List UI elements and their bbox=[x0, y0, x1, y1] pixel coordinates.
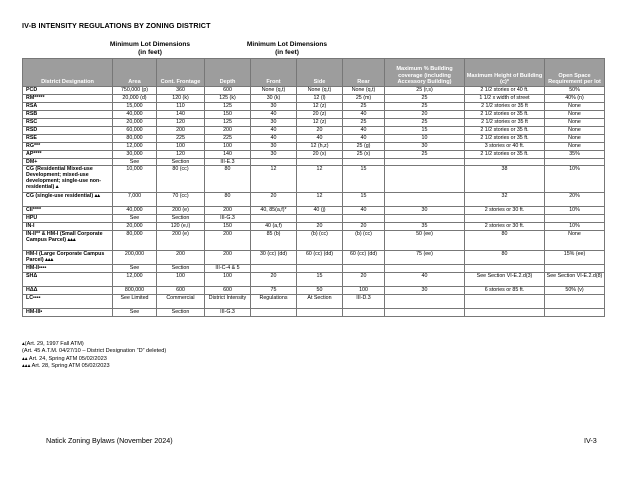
table-cell: 25 bbox=[385, 103, 465, 111]
footnote: ▴▴▴ Art. 28, Spring ATM 05/02/2023 bbox=[22, 362, 110, 369]
table-cell: 20,000 (d) bbox=[113, 95, 157, 103]
table-cell: See Section VI-E.2.d(3) bbox=[465, 273, 545, 287]
table-cell: 40 bbox=[251, 111, 297, 119]
table-cell: 150 bbox=[205, 223, 251, 231]
table-cell: 15 bbox=[385, 127, 465, 135]
district-designation-cell: HM-III• bbox=[23, 309, 113, 317]
table-cell: 40 bbox=[343, 111, 385, 119]
table-cell: 70 (cc) bbox=[157, 193, 205, 207]
table-cell: 80,000 bbox=[113, 231, 157, 251]
table-cell: 40,000 bbox=[113, 207, 157, 215]
table-cell: 20 bbox=[343, 223, 385, 231]
table-cell: 140 bbox=[205, 151, 251, 159]
table-cell: None (q,t) bbox=[251, 87, 297, 95]
table-cell: See bbox=[113, 309, 157, 317]
table-cell: 200 bbox=[205, 207, 251, 215]
table-cell: See bbox=[113, 159, 157, 166]
table-cell: 1 1/2 x width of street bbox=[465, 95, 545, 103]
district-designation-cell: HM-I (Large Corporate Campus Parcel) ▴▴▴ bbox=[23, 251, 113, 265]
column-header: Cont. Frontage bbox=[157, 59, 205, 87]
table-cell: District Intensity bbox=[205, 295, 251, 309]
table-cell: 150 bbox=[205, 111, 251, 119]
table-cell: 25 (x) bbox=[343, 151, 385, 159]
table-cell: None bbox=[545, 135, 605, 143]
table-row bbox=[23, 193, 605, 207]
column-header: Maximum Height of Building (c)* bbox=[465, 59, 545, 87]
table-cell: 12,000 bbox=[113, 273, 157, 287]
table-cell bbox=[385, 215, 465, 223]
table-cell: 2 1/2 stories or 35 ft. bbox=[465, 151, 545, 159]
district-designation-cell: RG*** bbox=[23, 143, 113, 151]
table-cell: 80 (cc) bbox=[157, 166, 205, 193]
table-cell: 25 (r,s) bbox=[385, 87, 465, 95]
district-designation-cell: HM-II•••• bbox=[23, 265, 113, 273]
table-cell bbox=[385, 193, 465, 207]
table-cell: 40 bbox=[297, 135, 343, 143]
table-cell: 2 1/2 stories or 35 ft bbox=[465, 103, 545, 111]
table-cell bbox=[297, 215, 343, 223]
district-designation-cell: CII**** bbox=[23, 207, 113, 215]
table-cell bbox=[545, 309, 605, 317]
table-row bbox=[23, 265, 605, 273]
table-cell: 100 bbox=[157, 273, 205, 287]
table-cell: 30 bbox=[251, 151, 297, 159]
table-row bbox=[23, 95, 605, 103]
table-cell: 80 bbox=[205, 166, 251, 193]
district-designation-cell: IN-I bbox=[23, 223, 113, 231]
table-cell: 40,000 bbox=[113, 111, 157, 119]
table-cell: 3 stories or 40 ft. bbox=[465, 143, 545, 151]
column-header: Maximum % Building coverage (including Accessory Building) bbox=[385, 59, 465, 87]
table-row bbox=[23, 151, 605, 159]
table-cell: 50% (v) bbox=[545, 287, 605, 295]
table-cell: 200 (e) bbox=[157, 207, 205, 215]
table-cell: 20,000 bbox=[113, 223, 157, 231]
table-cell: 140 bbox=[157, 111, 205, 119]
table-cell bbox=[385, 265, 465, 273]
table-row bbox=[23, 111, 605, 119]
table-cell: 100 bbox=[343, 287, 385, 295]
table-cell bbox=[251, 159, 297, 166]
table-cell bbox=[251, 309, 297, 317]
table-cell: 25 (g) bbox=[343, 143, 385, 151]
column-header: Front bbox=[251, 59, 297, 87]
table-cell: 20 bbox=[251, 273, 297, 287]
table-cell: 50% bbox=[545, 87, 605, 95]
table-cell: None bbox=[545, 143, 605, 151]
table-cell: 2 1/2 stories or 35 ft. bbox=[465, 135, 545, 143]
table-cell: 125 bbox=[205, 103, 251, 111]
table-cell: 360 bbox=[157, 87, 205, 95]
table-cell: See bbox=[113, 265, 157, 273]
column-header: Depth bbox=[205, 59, 251, 87]
table-cell: See Section VI-E.2.d(8) bbox=[545, 273, 605, 287]
table-cell: 40% (n) bbox=[545, 95, 605, 103]
table-cell: 40 bbox=[251, 135, 297, 143]
table-cell: III-G.3 bbox=[205, 215, 251, 223]
table-cell bbox=[343, 265, 385, 273]
district-designation-cell: PCD bbox=[23, 87, 113, 95]
table-row bbox=[23, 215, 605, 223]
table-cell bbox=[545, 295, 605, 309]
table-cell: 120 (k) bbox=[157, 95, 205, 103]
table-cell: 200,000 bbox=[113, 251, 157, 265]
table-cell: 30 (k) bbox=[251, 95, 297, 103]
table-row bbox=[23, 135, 605, 143]
table-cell bbox=[545, 215, 605, 223]
table-cell: Section bbox=[157, 215, 205, 223]
table-cell: None bbox=[545, 231, 605, 251]
table-cell bbox=[297, 159, 343, 166]
table-cell: 225 bbox=[205, 135, 251, 143]
table-cell: 600 bbox=[205, 87, 251, 95]
group-header-line1: Minimum Lot Dimensions bbox=[246, 41, 328, 48]
district-designation-cell: IN-II** & HM-I (Small Corporate Campus Parcel) ▴▴▴ bbox=[23, 231, 113, 251]
column-header: Rear bbox=[343, 59, 385, 87]
table-cell: Section bbox=[157, 159, 205, 166]
table-cell: 15 bbox=[297, 273, 343, 287]
table-cell: 10% bbox=[545, 223, 605, 231]
table-cell: None (q,t) bbox=[343, 87, 385, 95]
table-cell: 40 bbox=[385, 273, 465, 287]
table-cell: 125 (k) bbox=[205, 95, 251, 103]
table-cell: 30 bbox=[385, 287, 465, 295]
table-cell: 40 (j) bbox=[297, 207, 343, 215]
table-cell: 75 bbox=[251, 287, 297, 295]
table-cell bbox=[385, 295, 465, 309]
table-cell bbox=[297, 265, 343, 273]
column-header: Side bbox=[297, 59, 343, 87]
table-cell: 200 (e) bbox=[157, 231, 205, 251]
group-header-line2: (in feet) bbox=[138, 49, 162, 56]
footer-page-number: IV-3 bbox=[584, 436, 597, 445]
table-cell bbox=[385, 159, 465, 166]
footnotes bbox=[22, 341, 166, 370]
table-cell: (b) (cc) bbox=[297, 231, 343, 251]
table-cell: 2 1/2 stories or 40 ft. bbox=[465, 87, 545, 95]
table-cell: 30 (cc) (dd) bbox=[251, 251, 297, 265]
table-cell: 15 bbox=[343, 193, 385, 207]
footnote: (Art. 45 A.T.M. 04/27/10 – District Designation “D” deleted) bbox=[22, 348, 167, 355]
table-cell: 20 (z) bbox=[297, 111, 343, 119]
table-cell: 120 (e,i) bbox=[157, 223, 205, 231]
table-cell: 120 bbox=[157, 119, 205, 127]
table-cell: Section bbox=[157, 265, 205, 273]
table-row bbox=[23, 251, 605, 265]
table-cell: 25 (m) bbox=[343, 95, 385, 103]
table-cell: 600 bbox=[205, 287, 251, 295]
table-cell: None bbox=[545, 111, 605, 119]
table-cell: 125 bbox=[205, 119, 251, 127]
table-cell: Regulations bbox=[251, 295, 297, 309]
table-cell: 200 bbox=[205, 127, 251, 135]
table-cell: 60 (cc) (dd) bbox=[297, 251, 343, 265]
table-cell bbox=[385, 166, 465, 193]
group-header-setbacks bbox=[232, 41, 342, 57]
footer-document-title: Natick Zoning Bylaws (November 2024) bbox=[46, 436, 173, 445]
table-cell bbox=[465, 215, 545, 223]
table-cell: 20 (x) bbox=[297, 151, 343, 159]
table-cell: 110 bbox=[157, 103, 205, 111]
table-cell: 80 bbox=[465, 251, 545, 265]
table-cell bbox=[343, 159, 385, 166]
table-row bbox=[23, 166, 605, 193]
district-designation-cell: CG (single-use residential) ▴▴ bbox=[23, 193, 113, 207]
footnote: ▴▴ Art. 24, Spring ATM 05/02/2023 bbox=[22, 355, 107, 362]
table-cell: 12 (h,z) bbox=[297, 143, 343, 151]
table-cell bbox=[343, 309, 385, 317]
table-cell: 15,000 bbox=[113, 103, 157, 111]
table-cell: 12 bbox=[251, 166, 297, 193]
table-cell: 6 stories or 85 ft. bbox=[465, 287, 545, 295]
table-cell bbox=[545, 265, 605, 273]
table-cell: 750,000 (p) bbox=[113, 87, 157, 95]
table-row bbox=[23, 119, 605, 127]
table-cell: 200 bbox=[157, 127, 205, 135]
group-header-lot-dimensions bbox=[95, 41, 205, 57]
table-cell: (b) (cc) bbox=[343, 231, 385, 251]
table-cell: 40, 85(a,f)* bbox=[251, 207, 297, 215]
table-cell: 12 (z) bbox=[297, 103, 343, 111]
district-designation-cell: CG (Residential Mixed-use Development; mixed-use development; single-use non-residential) ▴ bbox=[23, 166, 113, 193]
table-cell: 80 bbox=[465, 231, 545, 251]
table-cell: At Section bbox=[297, 295, 343, 309]
group-header-line1: Minimum Lot Dimensions bbox=[109, 41, 191, 48]
table-cell: 80 bbox=[205, 193, 251, 207]
table-row bbox=[23, 287, 605, 295]
table-cell: 60,000 bbox=[113, 127, 157, 135]
page-title: IV-B INTENSITY REGULATIONS BY ZONING DISTRICT bbox=[22, 21, 211, 30]
table-cell: None bbox=[545, 127, 605, 135]
column-header: Area bbox=[113, 59, 157, 87]
table-cell bbox=[465, 159, 545, 166]
table-row bbox=[23, 87, 605, 95]
table-cell: Commercial bbox=[157, 295, 205, 309]
table-cell: 40 bbox=[343, 135, 385, 143]
table-cell: 30,000 bbox=[113, 151, 157, 159]
table-cell: 30 bbox=[385, 143, 465, 151]
table-cell: 600 bbox=[157, 287, 205, 295]
table-cell: 20% bbox=[545, 193, 605, 207]
table-cell: 100 bbox=[205, 143, 251, 151]
table-cell: 30 bbox=[251, 119, 297, 127]
district-designation-cell: HPU bbox=[23, 215, 113, 223]
table-row bbox=[23, 309, 605, 317]
table-cell: 100 bbox=[205, 273, 251, 287]
table-cell: 12 bbox=[297, 166, 343, 193]
district-designation-cell: AP**** bbox=[23, 151, 113, 159]
table-row bbox=[23, 231, 605, 251]
table-cell: 60 (cc) (dd) bbox=[343, 251, 385, 265]
table-cell: III-C-4 & 5 bbox=[205, 265, 251, 273]
table-cell: 20 bbox=[343, 273, 385, 287]
table-cell: III-D.3 bbox=[343, 295, 385, 309]
table-cell: 200 bbox=[205, 231, 251, 251]
table-header-row bbox=[23, 59, 605, 87]
district-designation-cell: RSE bbox=[23, 135, 113, 143]
district-designation-cell: DM+ bbox=[23, 159, 113, 166]
district-designation-cell: RM***** bbox=[23, 95, 113, 103]
table-row bbox=[23, 223, 605, 231]
table-cell: 35% bbox=[545, 151, 605, 159]
table-cell: 20 bbox=[385, 111, 465, 119]
table-cell: 200 bbox=[157, 251, 205, 265]
table-cell: None bbox=[545, 103, 605, 111]
table-cell: 25 bbox=[385, 119, 465, 127]
table-cell: 10% bbox=[545, 166, 605, 193]
table-cell: 32 bbox=[465, 193, 545, 207]
table-row bbox=[23, 207, 605, 215]
table-cell: 15 bbox=[343, 166, 385, 193]
table-cell bbox=[251, 215, 297, 223]
table-cell bbox=[297, 309, 343, 317]
table-cell: 80,000 bbox=[113, 135, 157, 143]
table-cell: 12 (l) bbox=[297, 95, 343, 103]
table-cell: 30 bbox=[251, 103, 297, 111]
column-header: Open Space Requirement per lot bbox=[545, 59, 605, 87]
table-cell: 12 bbox=[297, 193, 343, 207]
table-cell bbox=[465, 295, 545, 309]
table-cell: 15% (ee) bbox=[545, 251, 605, 265]
table-cell bbox=[251, 265, 297, 273]
table-row bbox=[23, 143, 605, 151]
table-row bbox=[23, 103, 605, 111]
table-cell: 10 bbox=[385, 135, 465, 143]
table-cell bbox=[385, 309, 465, 317]
table-cell: See Limited bbox=[113, 295, 157, 309]
district-designation-cell: RSC bbox=[23, 119, 113, 127]
table-cell: 75 (ee) bbox=[385, 251, 465, 265]
group-header-line2: (in feet) bbox=[275, 49, 299, 56]
table-cell: 25 bbox=[343, 103, 385, 111]
table-cell: 25 bbox=[385, 151, 465, 159]
table-cell: None (q,t) bbox=[297, 87, 343, 95]
table-cell: 10% bbox=[545, 207, 605, 215]
table-cell bbox=[343, 215, 385, 223]
table-cell: 200 bbox=[205, 251, 251, 265]
intensity-regulations-table bbox=[22, 58, 605, 317]
table-cell: None bbox=[545, 119, 605, 127]
table-cell: 40 bbox=[343, 127, 385, 135]
table-cell: III-G.3 bbox=[205, 309, 251, 317]
district-designation-cell: HΔΔ bbox=[23, 287, 113, 295]
table-row bbox=[23, 273, 605, 287]
table-row bbox=[23, 159, 605, 166]
table-cell: 30 bbox=[385, 207, 465, 215]
table-cell: 12,000 bbox=[113, 143, 157, 151]
table-cell: 225 bbox=[157, 135, 205, 143]
table-cell: 50 bbox=[297, 287, 343, 295]
table-cell: 2 stories or 30 ft. bbox=[465, 207, 545, 215]
table-cell: 2 stories or 30 ft. bbox=[465, 223, 545, 231]
table-cell: 40 (a,f) bbox=[251, 223, 297, 231]
table-cell: 120 bbox=[157, 151, 205, 159]
table-cell: 25 bbox=[343, 119, 385, 127]
table-cell: 20 bbox=[297, 223, 343, 231]
table-cell: 20,000 bbox=[113, 119, 157, 127]
table-cell: 20 bbox=[251, 193, 297, 207]
table-cell: III-E.3 bbox=[205, 159, 251, 166]
district-designation-cell: RSB bbox=[23, 111, 113, 119]
table-cell: 2 1/2 stories or 35 ft. bbox=[465, 111, 545, 119]
table-cell: 38 bbox=[465, 166, 545, 193]
table-row bbox=[23, 127, 605, 135]
table-cell: 800,000 bbox=[113, 287, 157, 295]
table-cell: 12 (z) bbox=[297, 119, 343, 127]
table-cell: 7,000 bbox=[113, 193, 157, 207]
table-cell: 85 (b) bbox=[251, 231, 297, 251]
table-cell: 2 1/2 stories or 35 ft bbox=[465, 119, 545, 127]
district-designation-cell: LC•••• bbox=[23, 295, 113, 309]
table-row bbox=[23, 295, 605, 309]
table-cell: 25 bbox=[385, 95, 465, 103]
footnote: ▴(Art. 29, 1997 Fall ATM) bbox=[22, 341, 84, 347]
table-cell bbox=[465, 309, 545, 317]
table-cell: Section bbox=[157, 309, 205, 317]
table-cell: See bbox=[113, 215, 157, 223]
column-header: District Designation bbox=[23, 59, 113, 87]
district-designation-cell: RSA bbox=[23, 103, 113, 111]
table-cell: 30 bbox=[251, 143, 297, 151]
table-cell: 100 bbox=[157, 143, 205, 151]
district-designation-cell: SHΔ bbox=[23, 273, 113, 287]
table-cell: 35 bbox=[385, 223, 465, 231]
table-cell: 10,000 bbox=[113, 166, 157, 193]
table-cell: 2 1/2 stories or 35 ft. bbox=[465, 127, 545, 135]
table-cell bbox=[545, 159, 605, 166]
table-cell: 50 (ee) bbox=[385, 231, 465, 251]
table-cell: 40 bbox=[251, 127, 297, 135]
district-designation-cell: RSD bbox=[23, 127, 113, 135]
table-cell bbox=[465, 265, 545, 273]
table-cell: 20 bbox=[297, 127, 343, 135]
table-cell: 40 bbox=[343, 207, 385, 215]
